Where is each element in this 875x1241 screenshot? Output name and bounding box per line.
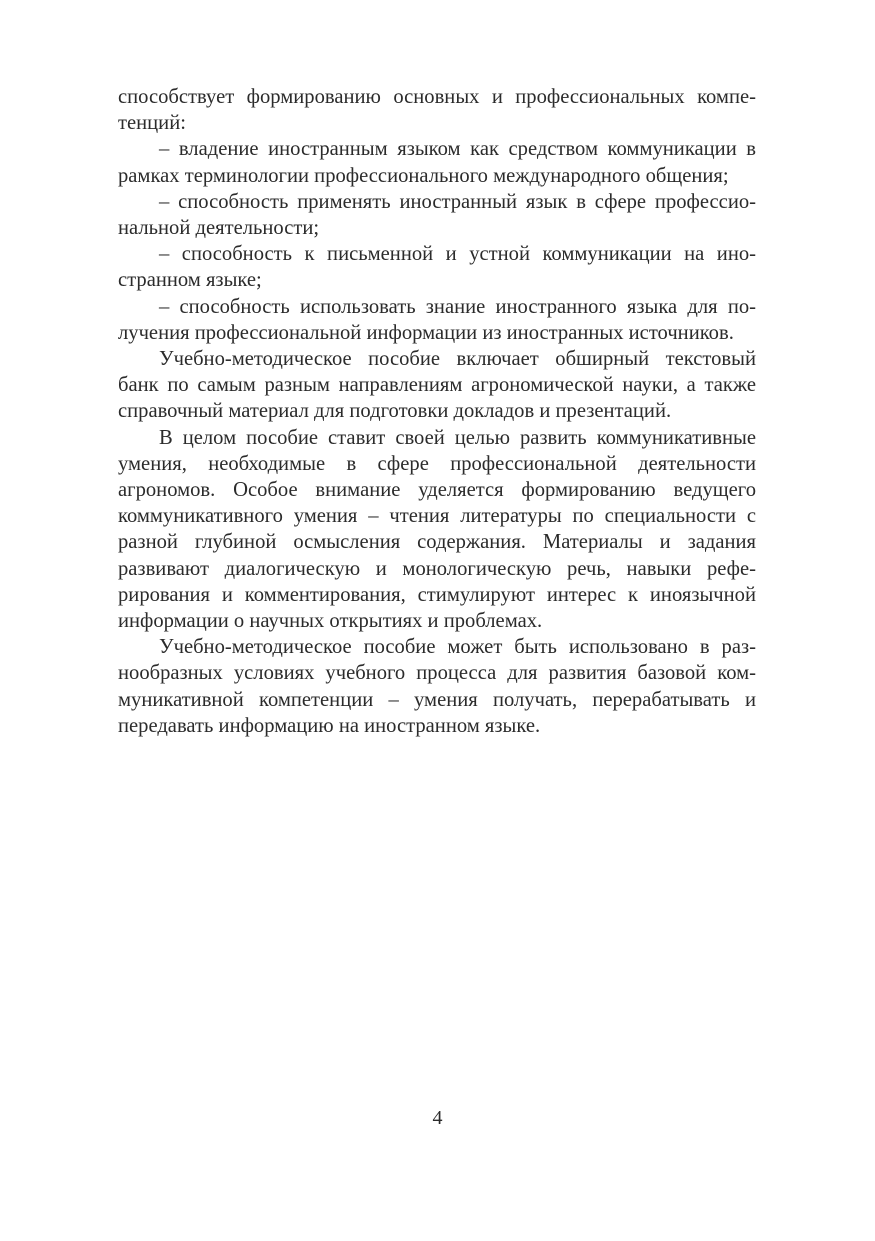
body-text — [118, 84, 756, 739]
paragraph-competencies-intro: способствует формированию основных и профессиональных компетенций: — [118, 86, 756, 135]
list-item-written-oral-communication: – способность к письменной и устной коммуникации на иностранном языке; — [118, 243, 756, 292]
paragraph-usage: Учебно-методическое пособие может быть использовано в разнообразных условиях учебного процесса для развития базовой коммуникативной компетенции – умения получать, перерабатывать и передавать информацию на иностранном языке. — [118, 636, 756, 737]
paragraph-aims: В целом пособие ставит своей целью развить коммуникативные умения, необходимые в сфере профессиональной деятельности агрономов. Особое внимание уделяется формированию ведущего коммуникативного умения – чтения литературы по специальности с разной глубиной осмысления содержания. Материалы и задания развивают диалогическую и монологическую речь, навыки реферирования и комментирования, стимулируют интерес к иноязычной информации о научных открытиях и проблемах. — [118, 426, 756, 633]
list-item-professional-use: – способность применять иностранный язык в сфере профессиональной деятельности; — [118, 190, 756, 240]
paragraph-text-bank: Учебно-методическое пособие включает обширный текстовый банк по самым разным направлениям агрономической науки, а также справочный материал для подготовки докладов и презентаций. — [118, 348, 756, 423]
list-item-information-sources: – способность использовать знание иностранного языка для получения профессиональной информации из иностранных источников. — [118, 295, 756, 344]
page-number: 4 — [432, 1107, 443, 1129]
list-item-foreign-language-communication: – владение иностранным языком как средством коммуникации в рамках терминологии профессионального международного общения; — [118, 138, 756, 187]
